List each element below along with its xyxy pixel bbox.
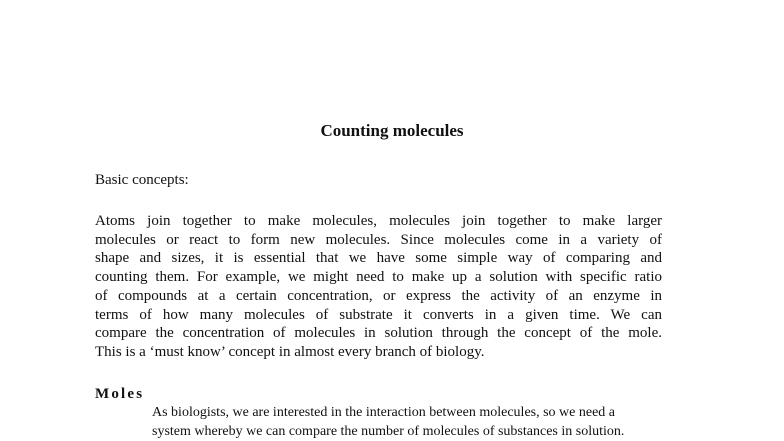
intro-line: shape and sizes, it is essential that we have some simple way of comparing and [95, 250, 662, 267]
intro-line: Atoms join together to make molecules, molecules join together to make larger [95, 213, 662, 229]
intro-line: molecules or react to form new molecules. Since molecules come in a variety of [95, 231, 662, 248]
intro-line: of compounds at a certain concentration, or express the activity of an enzyme in [95, 287, 662, 304]
moles-line: system whereby we can compare the number of molecules of substances in solution. [152, 423, 625, 439]
basic-concepts-heading: Basic concepts: [95, 172, 189, 188]
intro-line: This is a ‘must know’ concept in almost every branch of biology. [95, 343, 485, 360]
intro-paragraph [95, 212, 662, 362]
intro-line: terms of how many molecules of substrate it converts in a given time. We can [95, 306, 662, 323]
moles-line: As biologists, we are interested in the interaction between molecules, so we need a [152, 405, 616, 420]
moles-paragraph [152, 404, 692, 441]
moles-heading: Moles [95, 386, 145, 402]
intro-line: compare the concentration of molecules in solution through the concept of the mole. [95, 325, 662, 342]
intro-line: counting them. For example, we might need to make up a solution with specific ratio [95, 269, 662, 286]
page-title: Counting molecules [320, 121, 464, 140]
